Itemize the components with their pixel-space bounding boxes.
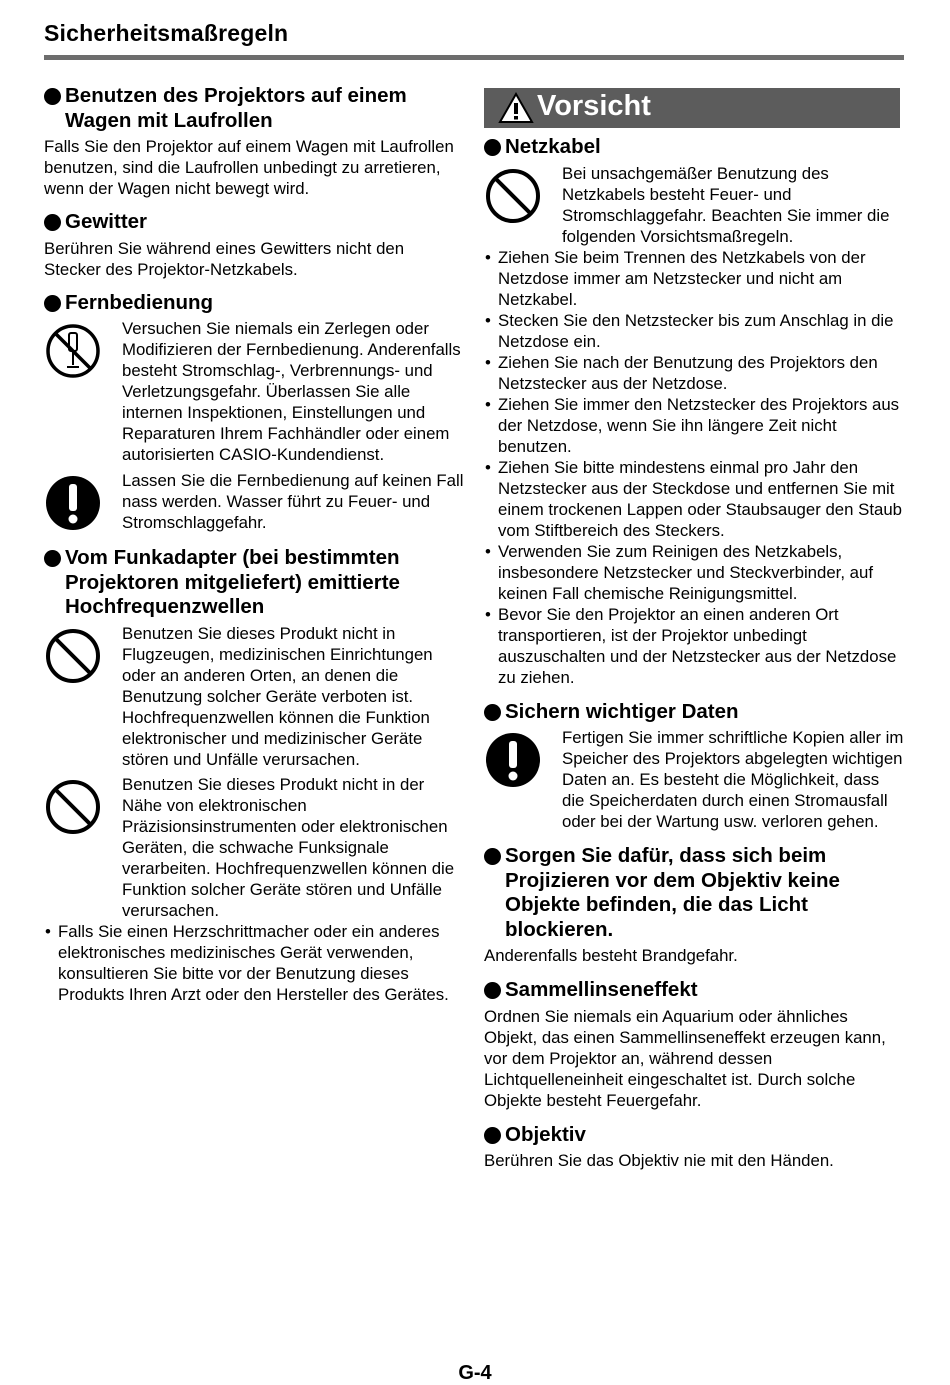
bullet-dot-icon [484,139,501,156]
warning-item [44,623,464,770]
warning-text: Benutzen Sie dieses Produkt nicht in Flugzeugen, medizinischen Einrichtungen oder an anderen Orten, an denen die Benutzung solcher Geräte verboten ist. Hochfrequenzwellen können die Funktion elektronischer und medizinischer Geräte stören und Unfälle verursachen. [122,623,433,769]
bullet-dot-icon [44,295,61,312]
section-title: Fernbedienung [44,291,464,316]
prohibited-icon [484,167,542,225]
right-column [484,88,904,1171]
left-column [44,84,464,1005]
section-title: Sichern wichtiger Daten [484,700,904,725]
warning-item [484,163,904,247]
warning-text: Benutzen Sie dieses Produkt nicht in der Nähe von elektronischen Präzisionsinstrumenten oder elektronischen Geräten, die schwache Funksignale verarbeiten. Hochfrequenzwellen können die Funktion solcher Geräte stören und Unfälle verursachen. [122,774,455,920]
section-title: Gewitter [44,210,464,235]
bullet-dot-icon [44,550,61,567]
section-title: Sammellinseneffekt [484,978,904,1003]
mandatory-exclamation-icon [44,474,102,532]
list-item: • Bevor Sie den Projektor an einen anderen Ort transportieren, ist der Projektor unbedingt auszuschalten und der Netzstecker aus der Netzdose zu ziehen. [485,604,897,687]
warning-text: Fertigen Sie immer schriftliche Kopien aller im Speicher des Projektors abgelegten wichtigen Daten an. Es besteht die Möglichkeit, dass die Speicherdaten durch einen Stromausfall oder bei der Wartung usw. verloren gehen. [562,728,904,831]
mandatory-exclamation-icon [484,731,542,789]
bullet-list [44,921,464,1005]
list-item: • Stecken Sie den Netzstecker bis zum Anschlag in die Netzdose ein. [485,310,894,351]
page-number: G-4 [458,1362,492,1384]
section-text: Berühren Sie während eines Gewitters nicht den Stecker des Projektor-Netzkabels. [44,238,405,279]
warning-item [484,727,904,832]
warning-text: Bei unsachgemäßer Benutzung des Netzkabels besteht Feuer- und Stromschlaggefahr. Beachten Sie immer die folgenden Vorsichtsmaßregeln. [562,163,890,246]
bullet-dot-icon [44,214,61,231]
list-item: • Falls Sie einen Herzschrittmacher oder ein anderes elektronisches medizinisches Gerät verwenden, konsultieren Sie bitte vor der Benutzung dieses Produkts Ihren Arzt oder den Hersteller des Gerätes. [45,921,449,1004]
warning-text: Versuchen Sie niemals ein Zerlegen oder Modifizieren der Fernbedienung. Anderenfalls besteht Stromschlag-, Verbrennungs- und Verletzungsgefahr. Überlassen Sie alle internen Inspektionen, Einstellungen und Reparaturen Ihrem Fachhändler oder einem autorisierten CASIO-Kundendienst. [122,319,461,464]
prohibited-icon [44,778,102,836]
bullet-dot-icon [484,982,501,999]
bullet-dot-icon [484,704,501,721]
list-item: • Ziehen Sie beim Trennen des Netzkabels von der Netzdose immer am Netzstecker und nicht am Netzkabel. [485,247,866,309]
warning-triangle-icon [498,92,534,124]
list-item: • Ziehen Sie nach der Benutzung des Projektors den Netzstecker aus der Netzdose. [485,352,878,393]
section-text: Anderenfalls besteht Brandgefahr. [484,946,738,965]
section-title: Sorgen Sie dafür, dass sich beim Projizieren vor dem Objektiv keine Objekte befinden, die das Licht blockieren. [484,844,904,942]
section-title: Netzkabel [484,135,904,160]
bullet-dot-icon [484,1127,501,1144]
warning-item [44,774,464,921]
bullet-dot-icon [484,848,501,865]
caution-label: Vorsicht [537,90,651,122]
warning-text: Lassen Sie die Fernbedienung auf keinen Fall nass werden. Wasser führt zu Feuer- und Stromschlaggefahr. [122,471,464,532]
prohibited-icon [44,627,102,685]
page-header-title: Sicherheitsmaßregeln [44,20,289,46]
section-title: Benutzen des Projektors auf einem Wagen mit Laufrollen [44,84,464,133]
warning-item [44,470,464,533]
section-text: Berühren Sie das Objektiv nie mit den Händen. [484,1151,834,1170]
warning-item [44,318,464,465]
no-disassembly-icon [44,322,102,380]
section-title: Objektiv [484,1123,904,1148]
bullet-dot-icon [44,88,61,105]
list-item: • Ziehen Sie immer den Netzstecker des Projektors aus der Netzdose, wenn Sie ihn längere Zeit nicht benutzen. [485,394,900,456]
caution-banner [484,88,900,128]
list-item: • Ziehen Sie bitte mindestens einmal pro Jahr den Netzstecker aus der Steckdose und entfernen Sie mit einem trockenen Lappen oder Staubsauger den Staub vom Stiftbereich des Steckers. [485,457,902,540]
section-title: Vom Funkadapter (bei bestimmten Projektoren mitgeliefert) emittierte Hochfrequenzwellen [44,546,464,620]
section-text: Ordnen Sie niemals ein Aquarium oder ähnliches Objekt, das einen Sammellinseneffekt erzeugen kann, vor dem Projektor an, während dessen Lichtquelleneinheit eingeschaltet ist. Durch solche Objekte besteht Feuergefahr. [484,1006,886,1110]
list-item: • Verwenden Sie zum Reinigen des Netzkabels, insbesondere Netzstecker und Steckverbinder, auf keinen Fall chemische Reinigungsmittel. [485,541,873,603]
bullet-list [484,247,904,688]
section-text: Falls Sie den Projektor auf einem Wagen mit Laufrollen benutzen, sind die Laufrollen unbedingt zu arretieren, wenn der Wagen nicht bewegt wird. [44,137,454,198]
header-rule [44,55,904,60]
